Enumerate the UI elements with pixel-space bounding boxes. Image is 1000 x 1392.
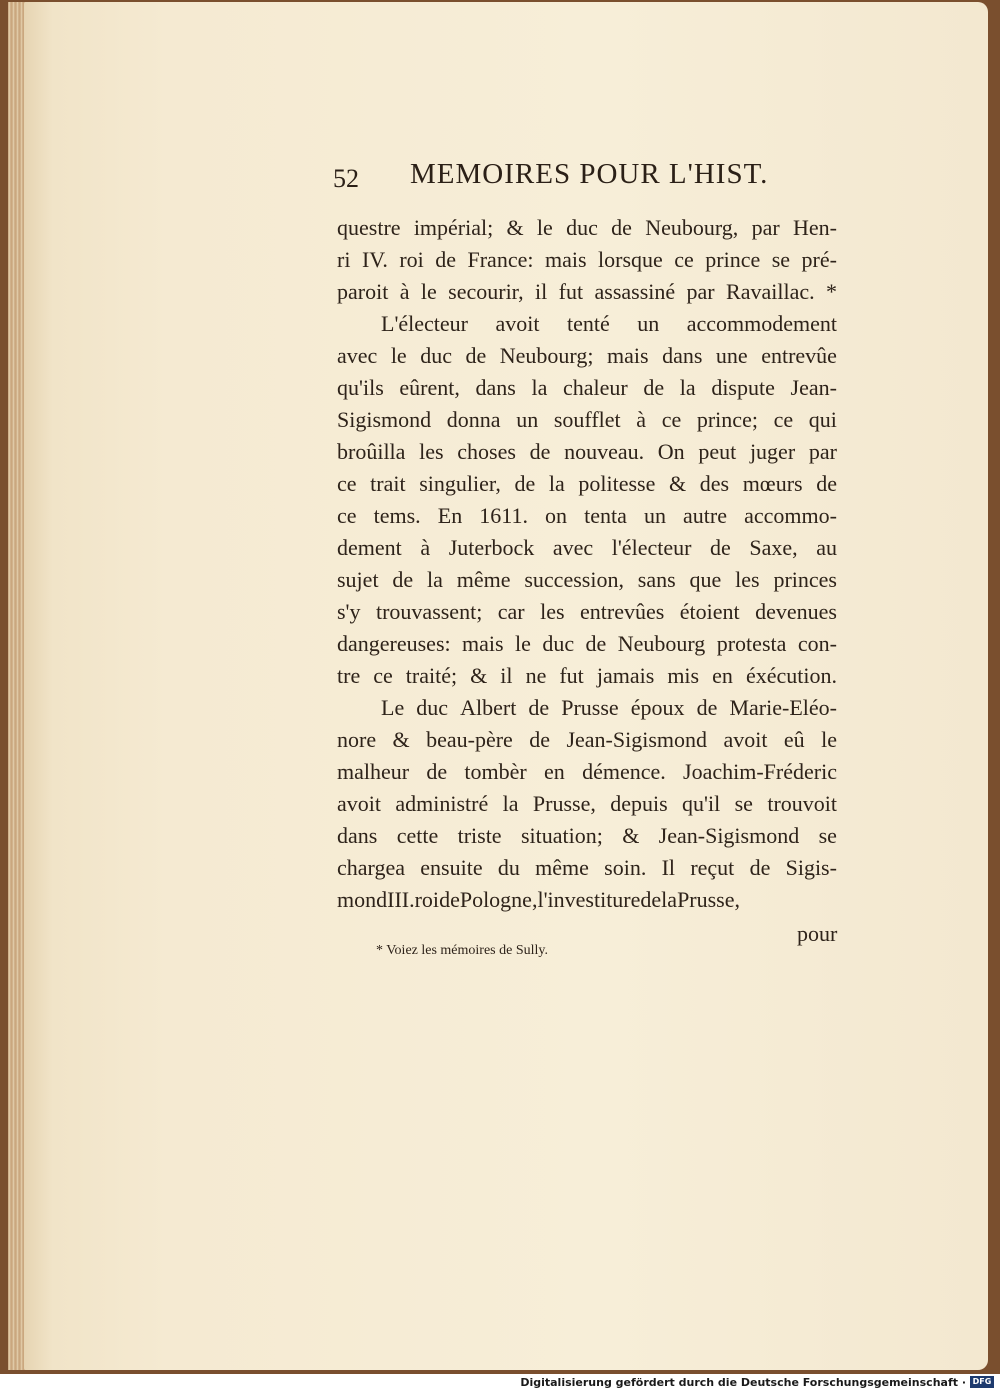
word: étoient bbox=[679, 599, 740, 624]
word: prince; bbox=[696, 407, 758, 432]
word: Jean-Sigismond bbox=[566, 727, 708, 752]
word: de bbox=[611, 215, 632, 240]
word: dans bbox=[662, 343, 703, 368]
word: eûrent, bbox=[399, 375, 460, 400]
word: & bbox=[668, 471, 687, 496]
word: Neubourg bbox=[617, 631, 706, 656]
text-line bbox=[337, 212, 837, 244]
word: tenté bbox=[566, 311, 610, 336]
word: sans bbox=[637, 567, 676, 592]
text-line bbox=[337, 340, 837, 372]
word: questre bbox=[337, 215, 401, 240]
word: beau-père bbox=[426, 727, 513, 752]
word: mœurs bbox=[742, 471, 803, 496]
running-title: MEMOIRES POUR L'HIST. bbox=[410, 158, 769, 190]
word: le bbox=[390, 343, 407, 368]
word: III. bbox=[387, 887, 415, 912]
word: un bbox=[637, 311, 660, 336]
word: se bbox=[734, 791, 753, 816]
text-line bbox=[337, 532, 837, 564]
word: la bbox=[427, 567, 443, 592]
word: Pologne, bbox=[459, 887, 538, 912]
word: de bbox=[514, 471, 536, 496]
word: de bbox=[816, 471, 837, 496]
word: depuis bbox=[610, 791, 668, 816]
word: Joachim-Fréderic bbox=[683, 759, 837, 784]
word: Juterbock bbox=[448, 535, 535, 560]
text-line bbox=[337, 564, 837, 596]
word: les bbox=[419, 439, 444, 464]
word: tombèr bbox=[464, 759, 527, 784]
word: un bbox=[643, 503, 666, 528]
word: un bbox=[516, 407, 539, 432]
word: de bbox=[585, 631, 607, 656]
word: traité; bbox=[405, 663, 458, 688]
word: accommo- bbox=[744, 503, 837, 528]
word: roi bbox=[399, 247, 424, 272]
word: reçut bbox=[690, 855, 735, 880]
word: avoit bbox=[723, 727, 768, 752]
word: éxécution. bbox=[745, 663, 837, 688]
word: & bbox=[392, 727, 410, 752]
word: de bbox=[465, 343, 487, 368]
word: Le bbox=[381, 695, 405, 720]
word: * bbox=[826, 279, 837, 304]
text-line bbox=[337, 500, 837, 532]
word: devenues bbox=[755, 599, 837, 624]
word: Jean- bbox=[790, 375, 837, 400]
word: Albert bbox=[460, 695, 517, 720]
word: ce bbox=[337, 503, 357, 528]
text-line bbox=[337, 468, 837, 500]
word: qui bbox=[808, 407, 837, 432]
word: Ravaillac. bbox=[726, 279, 815, 304]
word: il bbox=[500, 663, 513, 688]
word: & bbox=[506, 215, 524, 240]
text-line bbox=[337, 628, 837, 660]
text-line bbox=[337, 724, 837, 756]
word: la bbox=[502, 791, 519, 816]
word: il bbox=[535, 279, 548, 304]
word: avoit bbox=[495, 311, 540, 336]
word: l'investiture bbox=[537, 887, 641, 912]
word: de bbox=[640, 887, 662, 912]
word: fut bbox=[558, 279, 584, 304]
word: ce bbox=[661, 407, 682, 432]
word: Prusse, bbox=[532, 791, 596, 816]
word: singulier, bbox=[419, 471, 501, 496]
word: administré bbox=[395, 791, 489, 816]
word: princes bbox=[773, 567, 837, 592]
text-line bbox=[337, 308, 837, 340]
word: par bbox=[751, 215, 780, 240]
word: duc bbox=[566, 215, 598, 240]
word: protesta bbox=[716, 631, 787, 656]
running-head bbox=[333, 158, 769, 198]
word: autre bbox=[683, 503, 728, 528]
word: dans bbox=[337, 823, 378, 848]
text-line bbox=[337, 756, 837, 788]
word: & bbox=[470, 663, 488, 688]
word: tre bbox=[337, 663, 361, 688]
text-line bbox=[337, 404, 837, 436]
word: des bbox=[699, 471, 730, 496]
word: jamais bbox=[596, 663, 655, 688]
word: trouvoit bbox=[767, 791, 837, 816]
dfg-logo-icon: DFG bbox=[970, 1376, 994, 1388]
word: en bbox=[712, 663, 733, 688]
word: eû bbox=[783, 727, 805, 752]
word: du bbox=[497, 855, 520, 880]
word: situation; bbox=[520, 823, 603, 848]
word: de bbox=[529, 439, 551, 464]
word: en bbox=[544, 759, 565, 784]
word: secourir, bbox=[448, 279, 524, 304]
word: dans bbox=[475, 375, 516, 400]
word: duc bbox=[420, 343, 452, 368]
word: s'y bbox=[337, 599, 361, 624]
word: par bbox=[686, 279, 715, 304]
word: dispute bbox=[711, 375, 775, 400]
word: accommodement bbox=[686, 311, 837, 336]
word: ce bbox=[373, 663, 393, 688]
word: Marie-Eléo- bbox=[729, 695, 837, 720]
word: à bbox=[399, 279, 410, 304]
word: tenta bbox=[584, 503, 627, 528]
word: ne bbox=[525, 663, 547, 688]
word: sujet bbox=[337, 567, 379, 592]
word: le bbox=[420, 279, 437, 304]
word: soufflet bbox=[553, 407, 621, 432]
word: Prusse, bbox=[677, 887, 741, 912]
word: le bbox=[536, 215, 553, 240]
word: broûilla bbox=[337, 439, 406, 464]
word: Il bbox=[661, 855, 676, 880]
word: malheur bbox=[337, 759, 410, 784]
word: & bbox=[622, 823, 640, 848]
word: à bbox=[420, 535, 431, 560]
word: ri bbox=[337, 247, 351, 272]
word: une bbox=[715, 343, 748, 368]
word: paroit bbox=[337, 279, 389, 304]
word: la bbox=[531, 375, 548, 400]
word: ce bbox=[674, 247, 694, 272]
word: peut bbox=[698, 439, 737, 464]
text-line bbox=[337, 852, 837, 884]
word: Jean-Sigismond bbox=[658, 823, 800, 848]
word: 1611. bbox=[479, 503, 528, 528]
word: de bbox=[528, 695, 550, 720]
word: à bbox=[636, 407, 647, 432]
word: L'électeur bbox=[381, 311, 469, 336]
text-line bbox=[337, 660, 837, 692]
text-line bbox=[337, 276, 837, 308]
word: entrevûe bbox=[761, 343, 837, 368]
word: pré- bbox=[801, 247, 837, 272]
word: Sigis- bbox=[785, 855, 837, 880]
word: succession, bbox=[524, 567, 624, 592]
word: entrevûes bbox=[579, 599, 665, 624]
word: assassiné bbox=[594, 279, 676, 304]
word: démence. bbox=[582, 759, 666, 784]
word: soin. bbox=[604, 855, 647, 880]
word: cette bbox=[396, 823, 439, 848]
word: dement bbox=[337, 535, 402, 560]
word: En bbox=[437, 503, 463, 528]
word: Neubourg; bbox=[499, 343, 594, 368]
text-line bbox=[337, 244, 837, 276]
word: IV. bbox=[361, 247, 388, 272]
word: roi bbox=[414, 887, 440, 912]
word: mais bbox=[607, 343, 649, 368]
catchword: pour bbox=[797, 921, 838, 946]
word: ce bbox=[773, 407, 794, 432]
word: politesse bbox=[578, 471, 656, 496]
word: Sigismond bbox=[337, 407, 432, 432]
word: duc bbox=[542, 631, 575, 656]
text-line bbox=[337, 788, 837, 820]
word: trouvassent; bbox=[375, 599, 483, 624]
word: Neubourg, bbox=[645, 215, 739, 240]
word: le bbox=[515, 631, 531, 656]
word: Saxe, bbox=[749, 535, 798, 560]
word: se bbox=[818, 823, 837, 848]
word: tems. bbox=[373, 503, 421, 528]
word: chaleur bbox=[563, 375, 628, 400]
word: que bbox=[689, 567, 722, 592]
word: la bbox=[679, 375, 696, 400]
word: au bbox=[816, 535, 837, 560]
text-line bbox=[337, 884, 837, 916]
word: même bbox=[535, 855, 589, 880]
word: ce bbox=[337, 471, 357, 496]
word: avec bbox=[552, 535, 594, 560]
word: de bbox=[643, 375, 665, 400]
word: avoit bbox=[337, 791, 381, 816]
word: l'électeur bbox=[611, 535, 692, 560]
word: choses bbox=[457, 439, 516, 464]
word: chargea bbox=[337, 855, 405, 880]
word: de bbox=[439, 887, 460, 912]
word: fut bbox=[559, 663, 584, 688]
word: ensuite bbox=[420, 855, 483, 880]
word: avec bbox=[337, 343, 378, 368]
word: de bbox=[696, 695, 718, 720]
word: de bbox=[710, 535, 731, 560]
footer-credit: Digitalisierung gefördert durch die Deutsche Forschungsgemeinschaft · bbox=[520, 1376, 966, 1389]
word: les bbox=[540, 599, 565, 624]
word: nouveau. bbox=[564, 439, 645, 464]
text-line bbox=[337, 372, 837, 404]
word: lorsque bbox=[598, 247, 663, 272]
word: juger bbox=[749, 439, 796, 464]
word: de bbox=[426, 759, 448, 784]
text-line bbox=[337, 596, 837, 628]
word: de bbox=[435, 247, 457, 272]
word: con- bbox=[797, 631, 837, 656]
word: impérial; bbox=[413, 215, 494, 240]
word: Hen- bbox=[792, 215, 837, 240]
word: mais bbox=[544, 247, 587, 272]
word: mond bbox=[337, 887, 388, 912]
word: les bbox=[735, 567, 760, 592]
word: qu'il bbox=[682, 791, 721, 816]
word: on bbox=[545, 503, 568, 528]
word: mis bbox=[667, 663, 700, 688]
word: de bbox=[749, 855, 771, 880]
word: même bbox=[456, 567, 511, 592]
body-text bbox=[337, 212, 837, 916]
word: la bbox=[661, 887, 678, 912]
word: par bbox=[808, 439, 837, 464]
word: trait bbox=[370, 471, 406, 496]
word: de bbox=[392, 567, 414, 592]
word: dangereuses: bbox=[337, 631, 451, 656]
word: se bbox=[771, 247, 791, 272]
text-line bbox=[337, 692, 837, 724]
word: de bbox=[529, 727, 551, 752]
word: qu'ils bbox=[337, 375, 384, 400]
word: triste bbox=[457, 823, 502, 848]
word: prince bbox=[705, 247, 761, 272]
footnote: * Voiez les mémoires de Sully. bbox=[376, 943, 548, 958]
word: duc bbox=[416, 695, 449, 720]
word: On bbox=[657, 439, 685, 464]
word: donna bbox=[446, 407, 501, 432]
text-line bbox=[337, 436, 837, 468]
word: la bbox=[548, 471, 565, 496]
word: époux bbox=[630, 695, 685, 720]
word: France: bbox=[467, 247, 534, 272]
word: Prusse bbox=[561, 695, 619, 720]
page-number: 52 bbox=[333, 164, 359, 193]
text-line bbox=[337, 820, 837, 852]
word: mais bbox=[462, 631, 504, 656]
word: car bbox=[497, 599, 525, 624]
word: nore bbox=[337, 727, 377, 752]
word: le bbox=[821, 727, 837, 752]
